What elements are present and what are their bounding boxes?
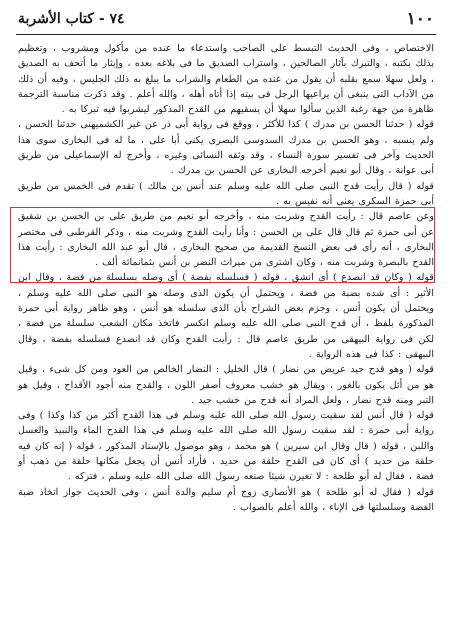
paragraph: الاختصاص ، وفى الحديث التبسط على الصاحب واستدعاء ما عنده من مأكول ومشروب ، وتعظيم بذلك بكتبه ، والتبرك بآثار الصالحين ، واستراب الصديق ما فى بلاغه بعده ، وإيثار ما أتحف به الصديق ، ولعل سهلا سمع بقلبه أن يقول من عنده من الطعام والشراب ما يبلغ به ذلك الجليس ، وفيه أن ذلك من الآداب التى ينبغى أن يراعيها الرجل فى بيته إذا أتاه أهله ، والله أعلم . وقد ذكرت مناسبة الترجمة ظاهرة من جهة رغبة الذين سألوا سهلا أن يسقيهم من القدح المذكور ليشربوا فيه تبركا به . — [18, 43, 434, 116]
paragraph: قوله ( وكان قد انصدع ) أى انشق ، قوله ( فسلسله بفضة ) أى وصله بسلسلة من فضة ، وقال ابن الأثير : أى شده بضبة من فضة ، ويحتمل أن يكون الذى وصله هو النبى صلى الله عليه وسلم ، ويحتمل أن يكون أنس ، وجزم بعض الشراح بأن الذى سلسله هو أنس ، وهو ظاهر رواية أبى حمزة المذكورة بلفظ ، أن قدح النبى صلى الله عليه وسلم انكسر فاتخذ مكان الشعب سلسلة من فضة ، لكن فى رواية البيهقى من طريق عاصم قال : رأيت القدح وكان قد انصدع فسلسله بفضة ، وقال البيهقى : كذا فى هذه الرواية . — [18, 272, 434, 360]
body-text — [18, 41, 434, 515]
paragraph: قوله ( قال رأيت قدح النبى صلى الله عليه وسلم عند أنس بن مالك ) تقدم فى الخمس من طريق أبى حمزة السكرى يعنى أنه نفيس به . — [18, 180, 434, 207]
paragraph: قوله ( حدثنا الحسن بن مدرك ) كذا للأكثر ، ووقع فى رواية أبى ذر عن غير الكشميهنى حدثنا الحسن ، ولم ينسبه ، وهو الحسن بن مدرك السدوسى البصرى يكنى أبا على ، ما له فى البخارى سوى هذا الحديث وآخر فى تفسير سورة النساء ، وقد وثقه النسائى وغيره ، وأخرج له الإسماعيلى من طريق أبى عوانة ، وقال أبو نعيم أخرجه البخارى عن الحسن بن مدرك . — [18, 119, 434, 177]
paragraph: قوله ( وهو قدح جيد عريض من نضار ) قال الخليل : النضار الخالص من العود ومن كل شىء ، وقيل هو من أثل يكون بالغور ، ويقال هو خشب معروف أصفر اللون ، والقدح منه أجود الأقداح ، وقيل هو التبر ومنه قدح نضار ، ولعل المراد أنه قدح من خشب جيد . — [18, 364, 434, 406]
highlighted-paragraph: وعن عاصم قال : رأيت القدح وشربت منه ، وأخرجه أبو نعيم من طريق على بن الحسن بن شقيق عن أبى حمزة ثم قال قال على بن الحسن : وأنا رأيت القدح وشربت منه ، وذكر القرطبى فى مختصر البخارى ، أنه رأى فى بعض النسخ القديمة من صحيح البخارى ، قال أبو عبد الله البخارى : رأيت هذا القدح بالبصرة وشربت منه ، وكان اشترى من ميراث النضر بن أنس بثمانمائة ألف . — [18, 211, 434, 269]
paragraph: قوله ( فقال له أبو طلحة ) هو الأنصارى زوج أم سليم والدة أنس ، وفى الحديث جواز اتخاذ ضبة الفضة وسلسلتها فى الإناء ، والله أعلم بالصواب . — [18, 486, 434, 513]
header-rule — [16, 34, 436, 35]
page-header — [18, 4, 434, 34]
page-number: ١٠٠ — [406, 9, 434, 29]
running-head: ٧٤ - كتاب الأشربة — [18, 11, 125, 27]
paragraph: قوله ( قال أنس لقد سقيت رسول الله صلى الله عليه وسلم فى هذا القدح أكثر من كذا وكذا ) وفى رواية أبى حمزة : لقد سقيت رسول الله صلى الله عليه وسلم فى هذا القدح الماء والنبيذ والعسل واللبن ، قوله ( قال وقال ابن سيرين ) هو محمد ، وهو موصول بالإسناد المذكور ، قوله ( إنه كان فيه حلقة من حديد ) أى كان فى القدح حلقة من حديد ، فأراد أنس أن يجعل مكانها حلقة من ذهب أو فضة ، فقال له أبو طلحة : لا تغيرن شيئا صنعه رسول الله صلى الله عليه وسلم ، فتركه . — [18, 410, 434, 483]
